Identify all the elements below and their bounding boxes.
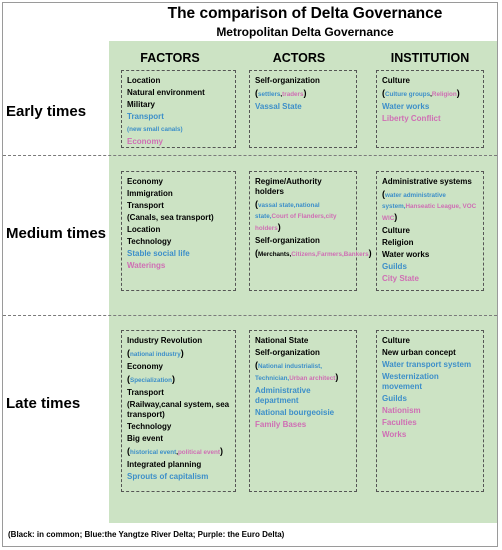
cell-item — [382, 102, 479, 112]
cell-item — [255, 76, 352, 86]
cell-item-text: Culture — [382, 76, 410, 85]
cell-item-segment: water administrative system, — [382, 192, 446, 210]
cell-item-text: Works — [382, 430, 407, 439]
cell-item-text: Nationism — [382, 406, 421, 415]
cell-item-segment: settlers — [258, 91, 281, 98]
cell-item — [127, 249, 231, 259]
cell-item-text: Self-organization — [255, 348, 320, 357]
cell-item-segment: ) — [303, 88, 307, 98]
cell-item-segment: ( — [382, 189, 385, 199]
cell-item-text: (new small canals) — [127, 126, 183, 133]
cell-item-text: Westernization movement — [382, 372, 439, 391]
cell-item — [382, 336, 479, 346]
cell-item — [127, 434, 231, 444]
cell-item — [127, 225, 231, 235]
cell-medium-actors — [249, 171, 372, 291]
cell-item — [255, 386, 352, 406]
cell-item — [382, 88, 479, 100]
cell-item — [382, 372, 479, 392]
cell-item-text: Big event — [127, 434, 164, 443]
cell-late-institution — [376, 330, 484, 492]
cell-item-segment: ( — [127, 374, 130, 384]
cell-item-text: Economy — [127, 137, 164, 146]
cell-item-text: Transport — [127, 112, 164, 121]
cell-item-text: Liberty Conflict — [382, 114, 441, 123]
column-header-factors: FACTORS — [140, 51, 200, 65]
cell-item — [127, 88, 231, 98]
cell-item-segment: ( — [255, 360, 258, 370]
cell-early-institution — [376, 70, 484, 148]
cell-item — [255, 199, 352, 234]
cell-late-actors — [249, 330, 357, 492]
cell-item — [127, 472, 231, 482]
cell-item-text: Integrated planning — [127, 460, 202, 469]
cell-item-text: Industry Revolution — [127, 336, 203, 345]
cell-item — [127, 213, 231, 223]
cell-item — [382, 274, 479, 284]
cell-item-segment: ( — [127, 348, 130, 358]
cell-item-text: (Canals, sea transport) — [127, 213, 214, 222]
cell-item-text: New urban concept — [382, 348, 456, 357]
cell-item — [382, 262, 479, 272]
row-label-late: Late times — [6, 395, 81, 412]
row-divider-early-medium — [3, 155, 497, 156]
cell-item — [127, 261, 231, 271]
cell-item — [255, 360, 352, 384]
cell-item-segment: ) — [180, 348, 184, 358]
cell-item-segment: vassal state,national state, — [255, 202, 320, 220]
legend-note: (Black: in common; Blue:the Yangtze River Delta; Purple: the Euro Delta) — [8, 530, 285, 539]
cell-item-segment: ( — [255, 248, 258, 258]
cell-item-text: Family Bases — [255, 420, 307, 429]
cell-item-segment: ) — [219, 446, 223, 456]
cell-item-text: Faculties — [382, 418, 417, 427]
cell-item — [255, 102, 352, 112]
column-header-actors: ACTORS — [272, 51, 326, 65]
cell-item-segment: ( — [382, 88, 385, 98]
cell-item-text: Self-organization — [255, 236, 320, 245]
row-label-medium: Medium times — [6, 225, 107, 242]
cell-item — [127, 237, 231, 247]
cell-item — [127, 189, 231, 199]
cell-item-segment: ) — [394, 212, 398, 222]
cell-item — [255, 348, 352, 358]
cell-item — [255, 88, 352, 100]
cell-item-segment: ( — [127, 446, 130, 456]
cell-item-segment: ) — [368, 248, 372, 258]
cell-item-segment: ( — [255, 199, 258, 209]
cell-item — [127, 388, 231, 398]
cell-medium-institution — [376, 171, 484, 291]
row-divider-medium-late — [3, 315, 497, 316]
cell-item-text: Water transport system — [382, 360, 472, 369]
cell-item-text: Technology — [127, 237, 172, 246]
cell-item-text: Water works — [382, 250, 430, 259]
cell-item-segment: , — [289, 251, 292, 258]
cell-item-text: Location — [127, 76, 161, 85]
cell-item — [127, 76, 231, 86]
cell-item — [255, 420, 352, 430]
cell-item-text: Stable social life — [127, 249, 190, 258]
cell-item-segment: Religion — [431, 91, 457, 98]
cell-item — [127, 112, 231, 122]
cell-item-segment: political event — [177, 449, 220, 456]
cell-early-actors — [249, 70, 357, 148]
cell-item — [127, 100, 231, 110]
cell-item — [127, 177, 231, 187]
cell-item-segment: , — [430, 91, 432, 98]
figure-title: The comparison of Delta Governance — [167, 5, 443, 22]
cell-item-segment: ) — [172, 374, 175, 384]
cell-item-segment: Culture groups — [385, 91, 431, 98]
cell-late-factors — [121, 330, 236, 492]
cell-item-text: Technology — [127, 422, 172, 431]
cell-item — [382, 430, 479, 440]
row-label-early: Early times — [6, 103, 87, 120]
cell-item-segment: , — [280, 91, 283, 98]
cell-item-text: Waterings — [127, 261, 166, 270]
cell-item — [127, 374, 231, 386]
cell-item — [255, 408, 352, 418]
cell-item — [382, 226, 479, 236]
cell-item — [127, 201, 231, 211]
cell-item-segment: Merchants — [258, 251, 290, 258]
cell-item-text: Immigration — [127, 189, 173, 198]
cell-item — [255, 336, 352, 346]
cell-item-text: Administrative department — [255, 386, 311, 405]
cell-item — [382, 360, 479, 370]
cell-item — [382, 348, 479, 358]
cell-item-text: City State — [382, 274, 419, 283]
cell-item — [382, 406, 479, 416]
cell-item — [127, 460, 231, 470]
cell-item-text: Water works — [382, 102, 430, 111]
cell-item — [255, 248, 372, 260]
cell-item-text: Transport — [127, 388, 164, 397]
figure-subtitle: Metropolitan Delta Governance — [216, 25, 394, 39]
cell-item-segment: ) — [335, 372, 339, 382]
cell-item — [127, 362, 231, 372]
cell-early-factors — [121, 70, 236, 148]
cell-item-segment: ) — [456, 88, 460, 98]
column-header-institution: INSTITUTION — [390, 51, 470, 65]
cell-item — [255, 177, 352, 197]
cell-item — [382, 418, 479, 428]
cell-item-text: Administrative systems — [382, 177, 472, 186]
cell-medium-factors — [121, 171, 236, 291]
cell-item — [382, 238, 479, 248]
cell-item-segment: ) — [277, 222, 281, 232]
cell-item — [127, 422, 231, 432]
cell-item — [127, 137, 231, 147]
cell-item-text: Self-organization — [255, 76, 320, 85]
cell-item-text: Culture — [382, 226, 410, 235]
cell-item-segment: Specialization — [130, 377, 172, 384]
cell-item — [382, 76, 479, 86]
cell-item-segment: National industrialist, Technician, — [255, 363, 323, 382]
cell-item-segment: , — [176, 449, 178, 456]
cell-item-segment: Hanseatic League, VOC WIC — [382, 203, 477, 222]
cell-item-text: National bourgeoisie — [255, 408, 335, 417]
cell-item — [127, 124, 231, 135]
cell-item-text: Culture — [382, 336, 410, 345]
cell-item-text: Regime/Authority holders — [255, 177, 322, 196]
cell-item-segment: Court of Flanders,city holders — [255, 213, 337, 232]
cell-item — [382, 189, 479, 224]
cell-item-text: Religion — [382, 238, 414, 247]
cell-item — [127, 348, 231, 360]
cell-item-text: Guilds — [382, 394, 407, 403]
cell-item-text: Economy — [127, 177, 164, 186]
cell-item — [127, 446, 231, 458]
cell-item-text: Location — [127, 225, 161, 234]
cell-item-text: Economy — [127, 362, 164, 371]
cell-item-text: Sprouts of capitalism — [127, 472, 209, 481]
cell-item-segment: Citizens,Farmers,Bankers — [291, 251, 369, 258]
cell-item-segment: national industry — [130, 351, 181, 358]
cell-item — [382, 177, 479, 187]
cell-item — [127, 336, 231, 346]
cell-item-text: Military — [127, 100, 156, 109]
cell-item-segment: ( — [255, 88, 258, 98]
cell-item-text: Natural environment — [127, 88, 205, 97]
cell-item-text: Guilds — [382, 262, 407, 271]
cell-item — [382, 250, 479, 260]
cell-item-text: Transport — [127, 201, 164, 210]
cell-item — [382, 394, 479, 404]
cell-item-text: Vassal State — [255, 102, 302, 111]
cell-item — [127, 400, 231, 420]
cell-item-segment: Urban architect — [289, 375, 336, 382]
cell-item-segment: traders — [282, 91, 304, 98]
cell-item — [255, 236, 352, 246]
cell-item-text: (Railway,canal system, sea transport) — [127, 400, 230, 419]
cell-item-segment: historical event — [130, 449, 177, 456]
cell-item-text: National State — [255, 336, 309, 345]
cell-item — [382, 114, 479, 124]
